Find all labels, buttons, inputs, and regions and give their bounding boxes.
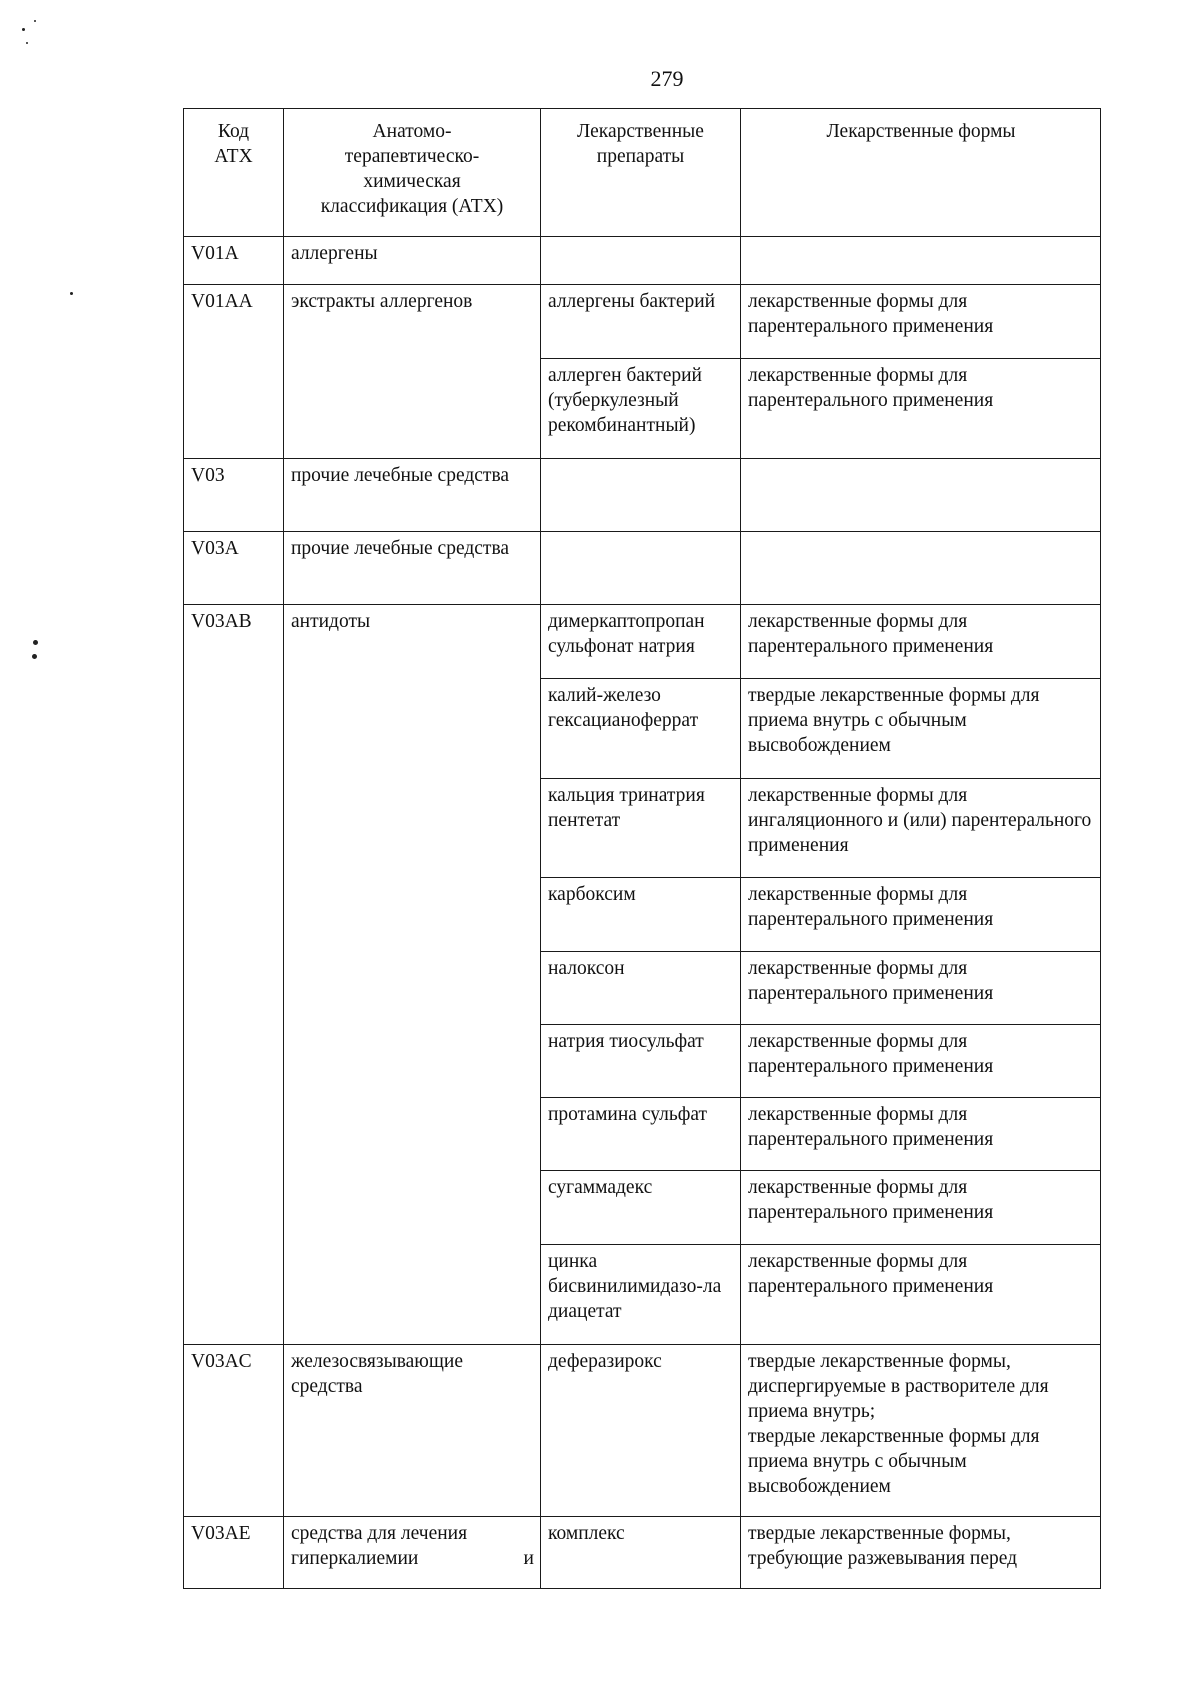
drug-name: карбоксим xyxy=(541,878,741,952)
table-row xyxy=(184,532,1101,605)
dosage-form: твердые лекарственные формы, диспергируемые в растворителе для приема внутрь; твердые лекарственные формы для приема внутрь с обычным высвобождением xyxy=(741,1345,1101,1517)
dosage-form: лекарственные формы для парентерального применения xyxy=(741,605,1101,679)
scan-speck xyxy=(33,640,38,645)
atc-code: V03A xyxy=(184,532,284,605)
drug-name: аллерген бактерий (туберкулезный рекомбинантный) xyxy=(541,359,741,459)
drug-name: цинка бисвинилимидазо-ла диацетат xyxy=(541,1245,741,1345)
dosage-form xyxy=(741,459,1101,532)
table-row xyxy=(184,237,1101,285)
atc-classification: прочие лечебные средства xyxy=(284,459,541,532)
table-row xyxy=(184,285,1101,359)
atc-code: V03AB xyxy=(184,605,284,1345)
drug-name xyxy=(541,459,741,532)
drug-name: аллергены бактерий xyxy=(541,285,741,359)
scan-speck xyxy=(26,42,28,44)
atc-code: V03AE xyxy=(184,1517,284,1589)
atc-table xyxy=(183,108,1101,1589)
scan-speck xyxy=(22,28,25,31)
scan-speck xyxy=(70,292,73,295)
scan-speck xyxy=(34,20,36,22)
dosage-form: лекарственные формы для ингаляционного и (или) парентерального применения xyxy=(741,779,1101,878)
header-drugs: Лекарственные препараты xyxy=(541,109,741,237)
page-number: 279 xyxy=(650,66,684,91)
scan-speck xyxy=(32,654,37,659)
dosage-form: лекарственные формы для парентерального применения xyxy=(741,1098,1101,1171)
atc-classification: экстракты аллергенов xyxy=(284,285,541,459)
dosage-form: лекарственные формы для парентерального применения xyxy=(741,1025,1101,1098)
drug-name: сугаммадекс xyxy=(541,1171,741,1245)
drug-name: деферазирокс xyxy=(541,1345,741,1517)
header-code: Код АТХ xyxy=(184,109,284,237)
drug-name xyxy=(541,532,741,605)
dosage-form xyxy=(741,237,1101,285)
dosage-form: лекарственные формы для парентерального применения xyxy=(741,285,1101,359)
atc-classification: прочие лечебные средства xyxy=(284,532,541,605)
dosage-form: твердые лекарственные формы, требующие разжевывания перед xyxy=(741,1517,1101,1589)
drug-name xyxy=(541,237,741,285)
header-classification: Анатомо-терапевтическо-химическая классификация (АТХ) xyxy=(284,109,541,237)
drug-name: комплекс xyxy=(541,1517,741,1589)
atc-code: V01A xyxy=(184,237,284,285)
table-header-row xyxy=(184,109,1101,237)
dosage-form: лекарственные формы для парентерального применения xyxy=(741,1245,1101,1345)
atc-code: V03 xyxy=(184,459,284,532)
dosage-form: лекарственные формы для парентерального применения xyxy=(741,952,1101,1025)
header-forms: Лекарственные формы xyxy=(741,109,1101,237)
drug-name: димеркаптопропан сульфонат натрия xyxy=(541,605,741,679)
atc-classification: железосвязывающие средства xyxy=(284,1345,541,1517)
table-row xyxy=(184,1345,1101,1517)
drug-name: протамина сульфат xyxy=(541,1098,741,1171)
dosage-form xyxy=(741,532,1101,605)
drug-name: натрия тиосульфат xyxy=(541,1025,741,1098)
atc-code: V03AC xyxy=(184,1345,284,1517)
drug-name: кальция тринатрия пентетат xyxy=(541,779,741,878)
atc-code: V01AA xyxy=(184,285,284,459)
drug-name: налоксон xyxy=(541,952,741,1025)
dosage-form: лекарственные формы для парентерального применения xyxy=(741,1171,1101,1245)
atc-classification: средства для лечения гиперкалиемии и xyxy=(284,1517,541,1589)
atc-classification: аллергены xyxy=(284,237,541,285)
dosage-form: лекарственные формы для парентерального применения xyxy=(741,878,1101,952)
atc-classification: антидоты xyxy=(284,605,541,1345)
dosage-form: лекарственные формы для парентерального применения xyxy=(741,359,1101,459)
table-row xyxy=(184,459,1101,532)
dosage-form: твердые лекарственные формы для приема внутрь с обычным высвобождением xyxy=(741,679,1101,779)
table-row xyxy=(184,605,1101,679)
drug-name: калий-железо гексацианоферрат xyxy=(541,679,741,779)
table-row xyxy=(184,1517,1101,1589)
